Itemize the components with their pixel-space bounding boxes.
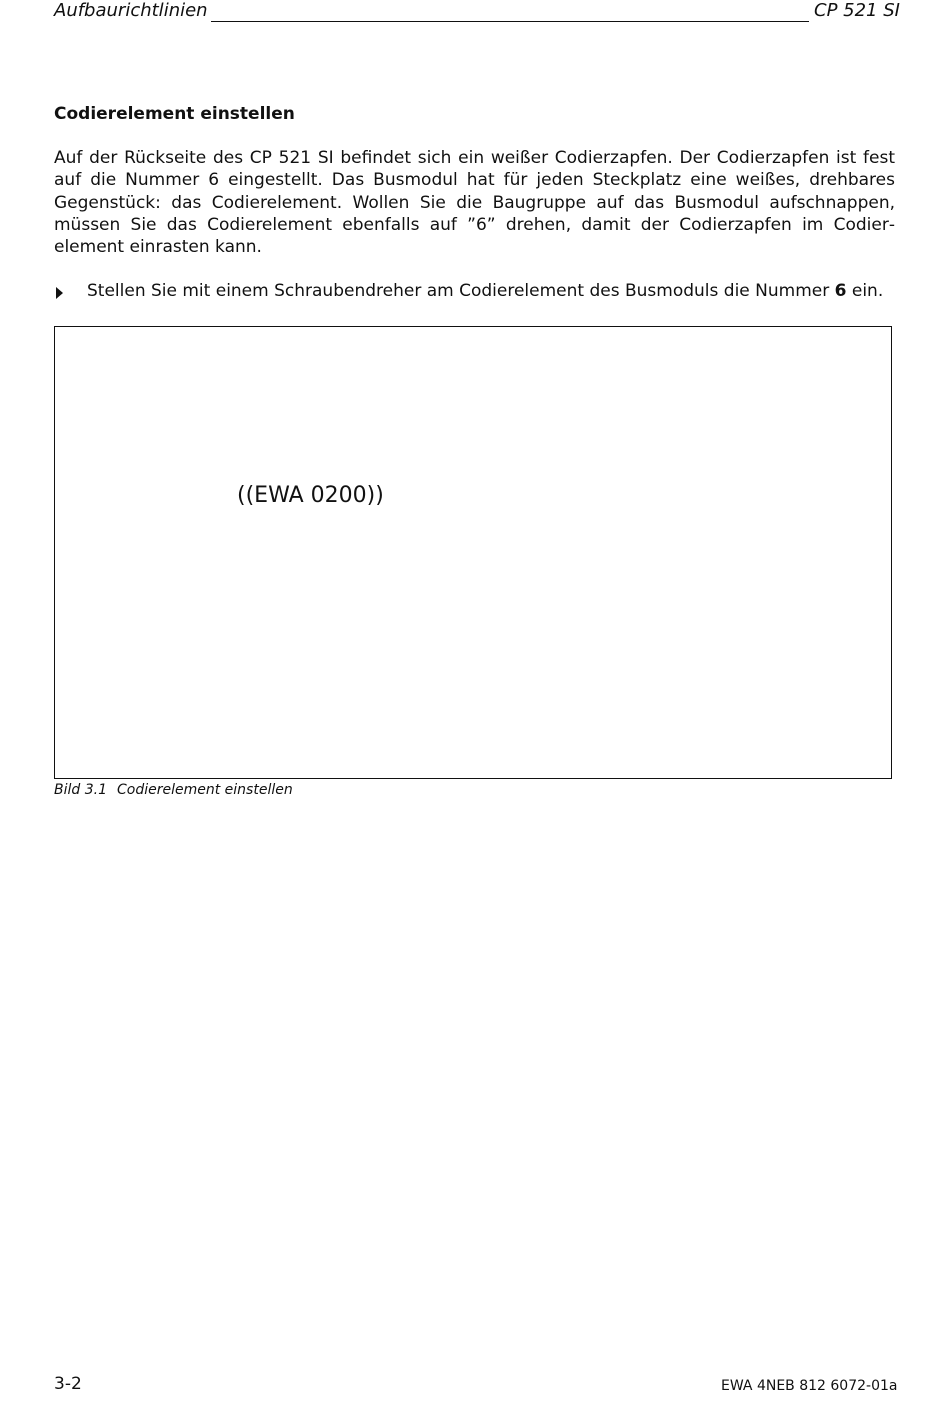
instruction-bold-value: 6 — [834, 281, 847, 301]
header-product-name: CP 521 SI — [814, 0, 900, 21]
figure-caption-number: Bild 3.1 — [54, 782, 107, 798]
figure-placeholder-label: ((EWA 0200)) — [237, 483, 384, 508]
instruction-text — [87, 281, 883, 301]
section-heading: Codierelement einstellen — [54, 104, 295, 124]
header-rule — [211, 21, 809, 22]
document-id: EWA 4NEB 812 6072-01a — [721, 1378, 898, 1394]
figure-caption — [54, 782, 293, 798]
body-paragraph: Auf der Rückseite des CP 521 SI befindet sich ein weißer Codierzapfen. Der Codierzapfen ist fest auf die Nummer 6 eingestellt. Das Busmodul hat für jeden Steckplatz eine weißes, drehbares Gegenstück: das Codierelement. Wollen Sie die Baugruppe auf das Busmodul aufschnappen, müssen Sie das Codierelement ebenfalls auf ”6” drehen, damit der Codierzapfen im Codierelement einrasten kann. — [54, 148, 895, 258]
instruction-text-after: ein. — [846, 281, 884, 301]
bullet-arrow-icon — [56, 287, 63, 299]
instruction-text-before: Stellen Sie mit einem Schraubendreher am Codierelement des Busmoduls die Nummer — [87, 281, 835, 301]
figure-frame — [54, 326, 892, 779]
figure-caption-text: Codierelement einstellen — [117, 782, 293, 798]
header-chapter-title: Aufbaurichtlinien — [54, 0, 208, 21]
page-number: 3-2 — [54, 1374, 82, 1394]
